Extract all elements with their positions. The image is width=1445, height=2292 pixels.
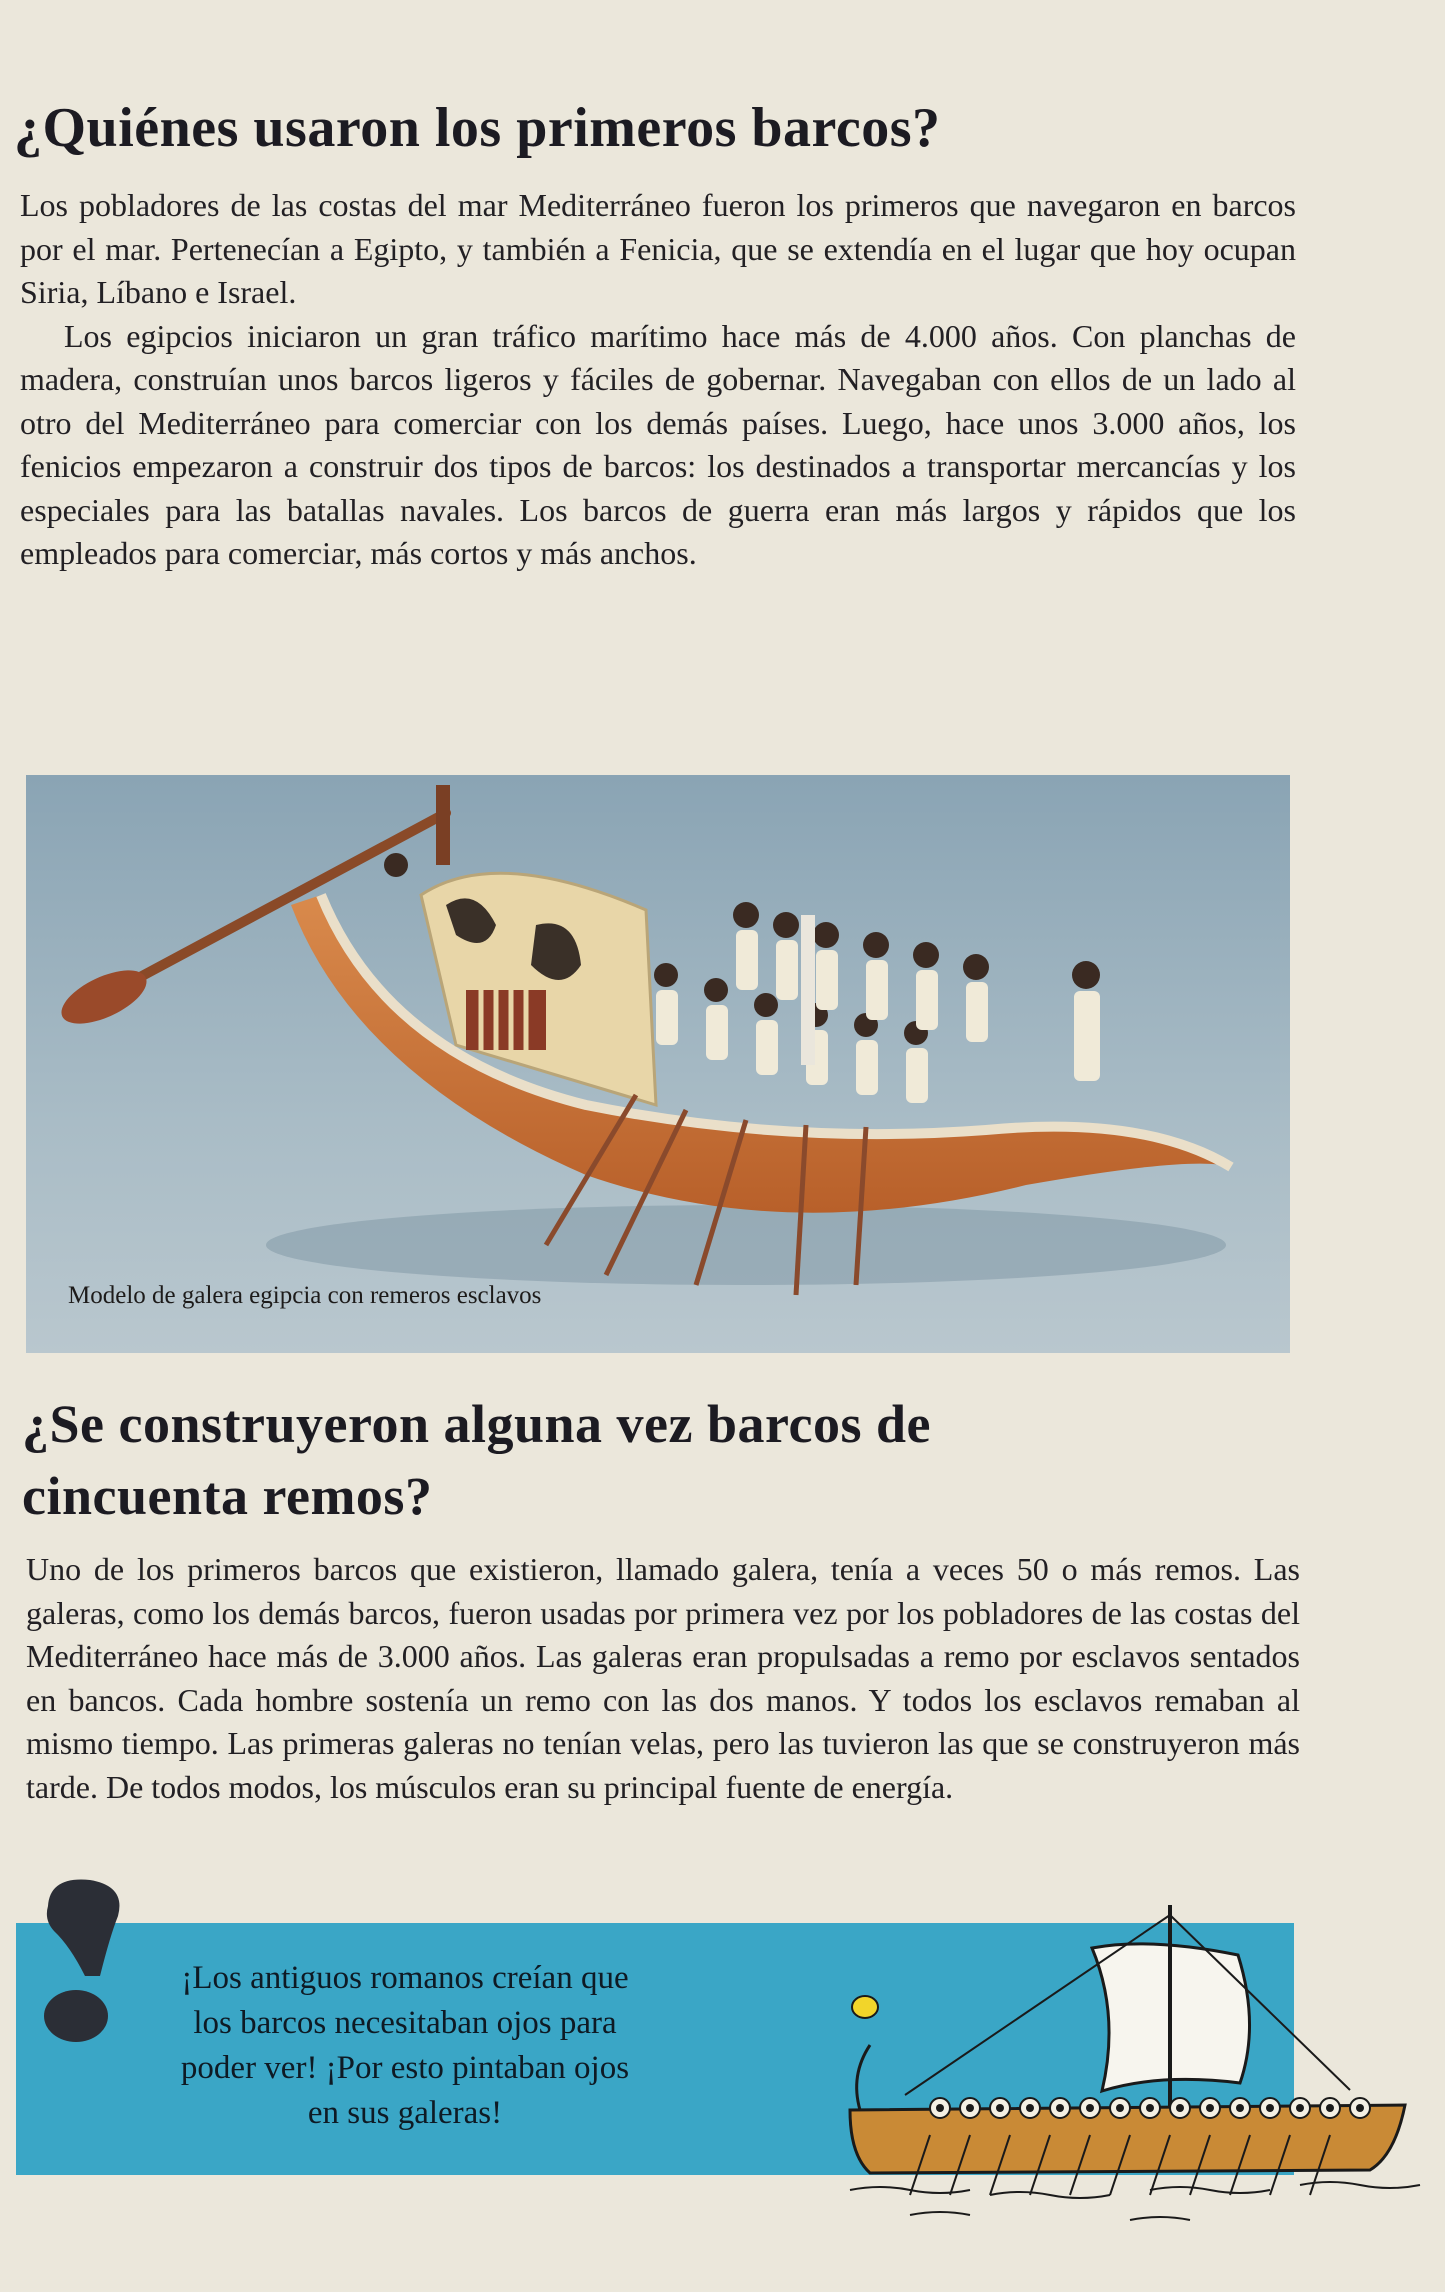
section-title-fifty-oars: ¿Se construyeron alguna vez barcos de cincuenta remos? (22, 1394, 931, 1526)
paragraph-egyptians-phoenicians: Los egipcios iniciaron un gran tráfico marítimo hace más de 4.000 años. Con planchas de madera, construían unos barcos ligeros y fáciles de gobernar. Navegaban con ellos de un lado al otro del Mediterráneo para comerciar con los demás países. Luego, hace unos 3.000 años, los fenicios empezaron a construir dos tipos de barcos: los destinados a transportar mercancías y los especiales para las batallas navales. Los barcos de guerra eran más largos y rápidos que los empleados para comerciar, más cortos y más anchos. (20, 317, 1296, 571)
section-title-first-boats: ¿Quiénes usaron los primeros barcos? (14, 97, 941, 159)
egyptian-galley-photo (26, 775, 1290, 1353)
exclamation-mark-icon (30, 1876, 140, 2056)
photo-caption: Modelo de galera egipcia con remeros esclavos (68, 1282, 542, 1309)
paragraph-galleys: Uno de los primeros barcos que existieron, llamado galera, tenía a veces 50 o más remos. Las galeras, como los demás barcos, fueron usadas por primera vez por los pobladores de las costas del Mediterráneo hace más de 3.000 años. Las galeras eran propulsadas a remo por esclavos sentados en bancos. Cada hombre sostenía un remo con las dos manos. Y todos los esclavos remaban al mismo tiempo. Las primeras galeras no tenían velas, pero las tuvieron las que se construyeron más tarde. De todos modos, los músculos eran su principal fuente de energía. (26, 1551, 1300, 1805)
paragraph-mediterranean-peoples: Los pobladores de las costas del mar Mediterráneo fueron los primeros que navegaron en barcos por el mar. Pertenecían a Egipto, y también a Fenicia, que se extendía en el lugar que hoy ocupan Siria, Líbano e Israel. (20, 187, 1296, 310)
fun-fact-text: ¡Los antiguos romanos creían que los barcos necesitaban ojos para poder ver! ¡Por esto pintaban ojos en sus galeras! (180, 1960, 630, 2131)
section-body-first-boats (20, 184, 1296, 576)
roman-galley-illustration (830, 1895, 1430, 2260)
